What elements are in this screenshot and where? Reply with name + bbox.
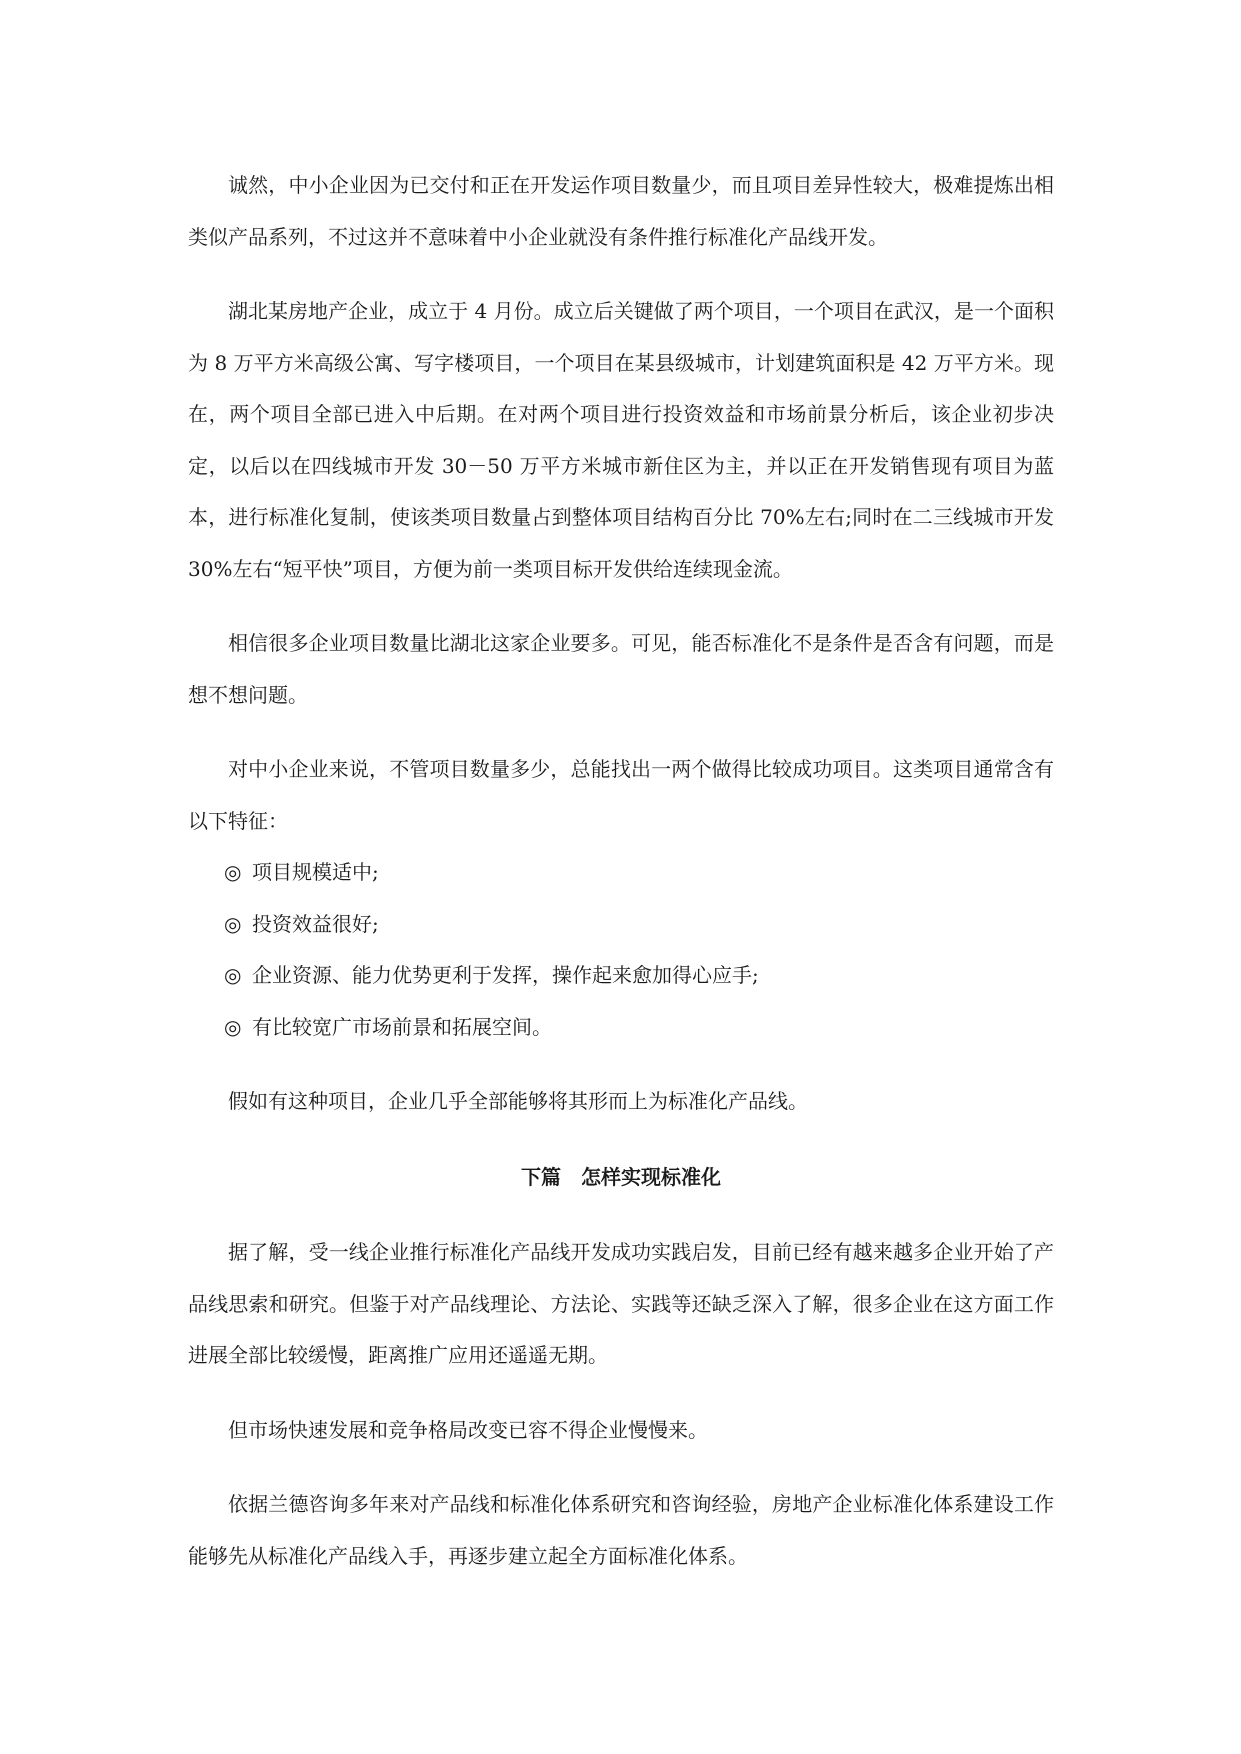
bullet-icon: ◎ [224,911,242,936]
paragraph-sme-limitations: 诚然，中小企业因为已交付和正在开发运作项目数量少，而且项目差异性较大，极难提炼出相类似产品系列，不过这并不意味着中小企业就没有条件推行标准化产品线开发。 [188,173,1054,249]
bullet-icon: ◎ [224,963,242,987]
paragraph-recommendation: 依据兰德咨询多年来对产品线和标准化体系研究和咨询经验，房地产企业标准化体系建设工作能够先从标准化产品线入手，再逐步建立起全方面标准化体系。 [188,1492,1054,1568]
list-item-text: 有比较宽广市场前景和拓展空间。 [252,1014,552,1039]
paragraph-feature-intro: 对中小企业来说，不管项目数量多少，总能找出一两个做得比较成功项目。这类项目通常含有以下特征： [188,757,1054,833]
section-heading: 下篇 怎样实现标准化 [521,1164,721,1189]
paragraph-industry-progress: 据了解，受一线企业推行标准化产品线开发成功实践启发，目前已经有越来越多企业开始了产品线思索和研究。但鉴于对产品线理论、方法论、实践等还缺乏深入了解，很多企业在这方面工作进展全部比较缓慢，距离推广应用还遥遥无期。 [188,1240,1054,1367]
list-item [188,899,1054,951]
paragraph-conclusion-hubei: 相信很多企业项目数量比湖北这家企业要多。可见，能否标准化不是条件是否含有问题，而是想不想问题。 [188,631,1054,707]
paragraph-after-list: 假如有这种项目，企业几乎全部能够将其形而上为标准化产品线。 [228,1089,808,1113]
paragraph-market-pressure: 但市场快速发展和竞争格局改变已容不得企业慢慢来。 [228,1417,708,1442]
bullet-icon: ◎ [224,1014,242,1039]
list-item [188,1002,1054,1054]
list-item-text: 企业资源、能力优势更利于发挥，操作起来愈加得心应手; [252,963,759,987]
document-page [188,160,1054,1582]
list-item [188,847,1054,899]
paragraph-hubei-case: 湖北某房地产企业，成立于 4 月份。成立后关键做了两个项目，一个项目在武汉，是一个面积为 8 万平方米高级公寓、写字楼项目，一个项目在某县级城市，计划建筑面积是 42 万平方米。现在，两个项目全部已进入中后期。在对两个项目进行投资效益和市场前景分析后，该企业初步决定，以后以在四线城市开发 30－50 万平方米城市新住区为主，并以正在开发销售现有项目为蓝本，进行标准化复制，使该类项目数量占到整体项目结构百分比 70%左右;同时在二三线城市开发 30%左右“短平快”项目，方便为前一类项目标开发供给连续现金流。 [188,299,1054,581]
feature-list [188,847,1054,1053]
list-item-text: 投资效益很好; [252,911,379,936]
list-item [188,950,1054,1002]
list-item-text: 项目规模适中; [252,860,379,884]
bullet-icon: ◎ [224,860,242,884]
